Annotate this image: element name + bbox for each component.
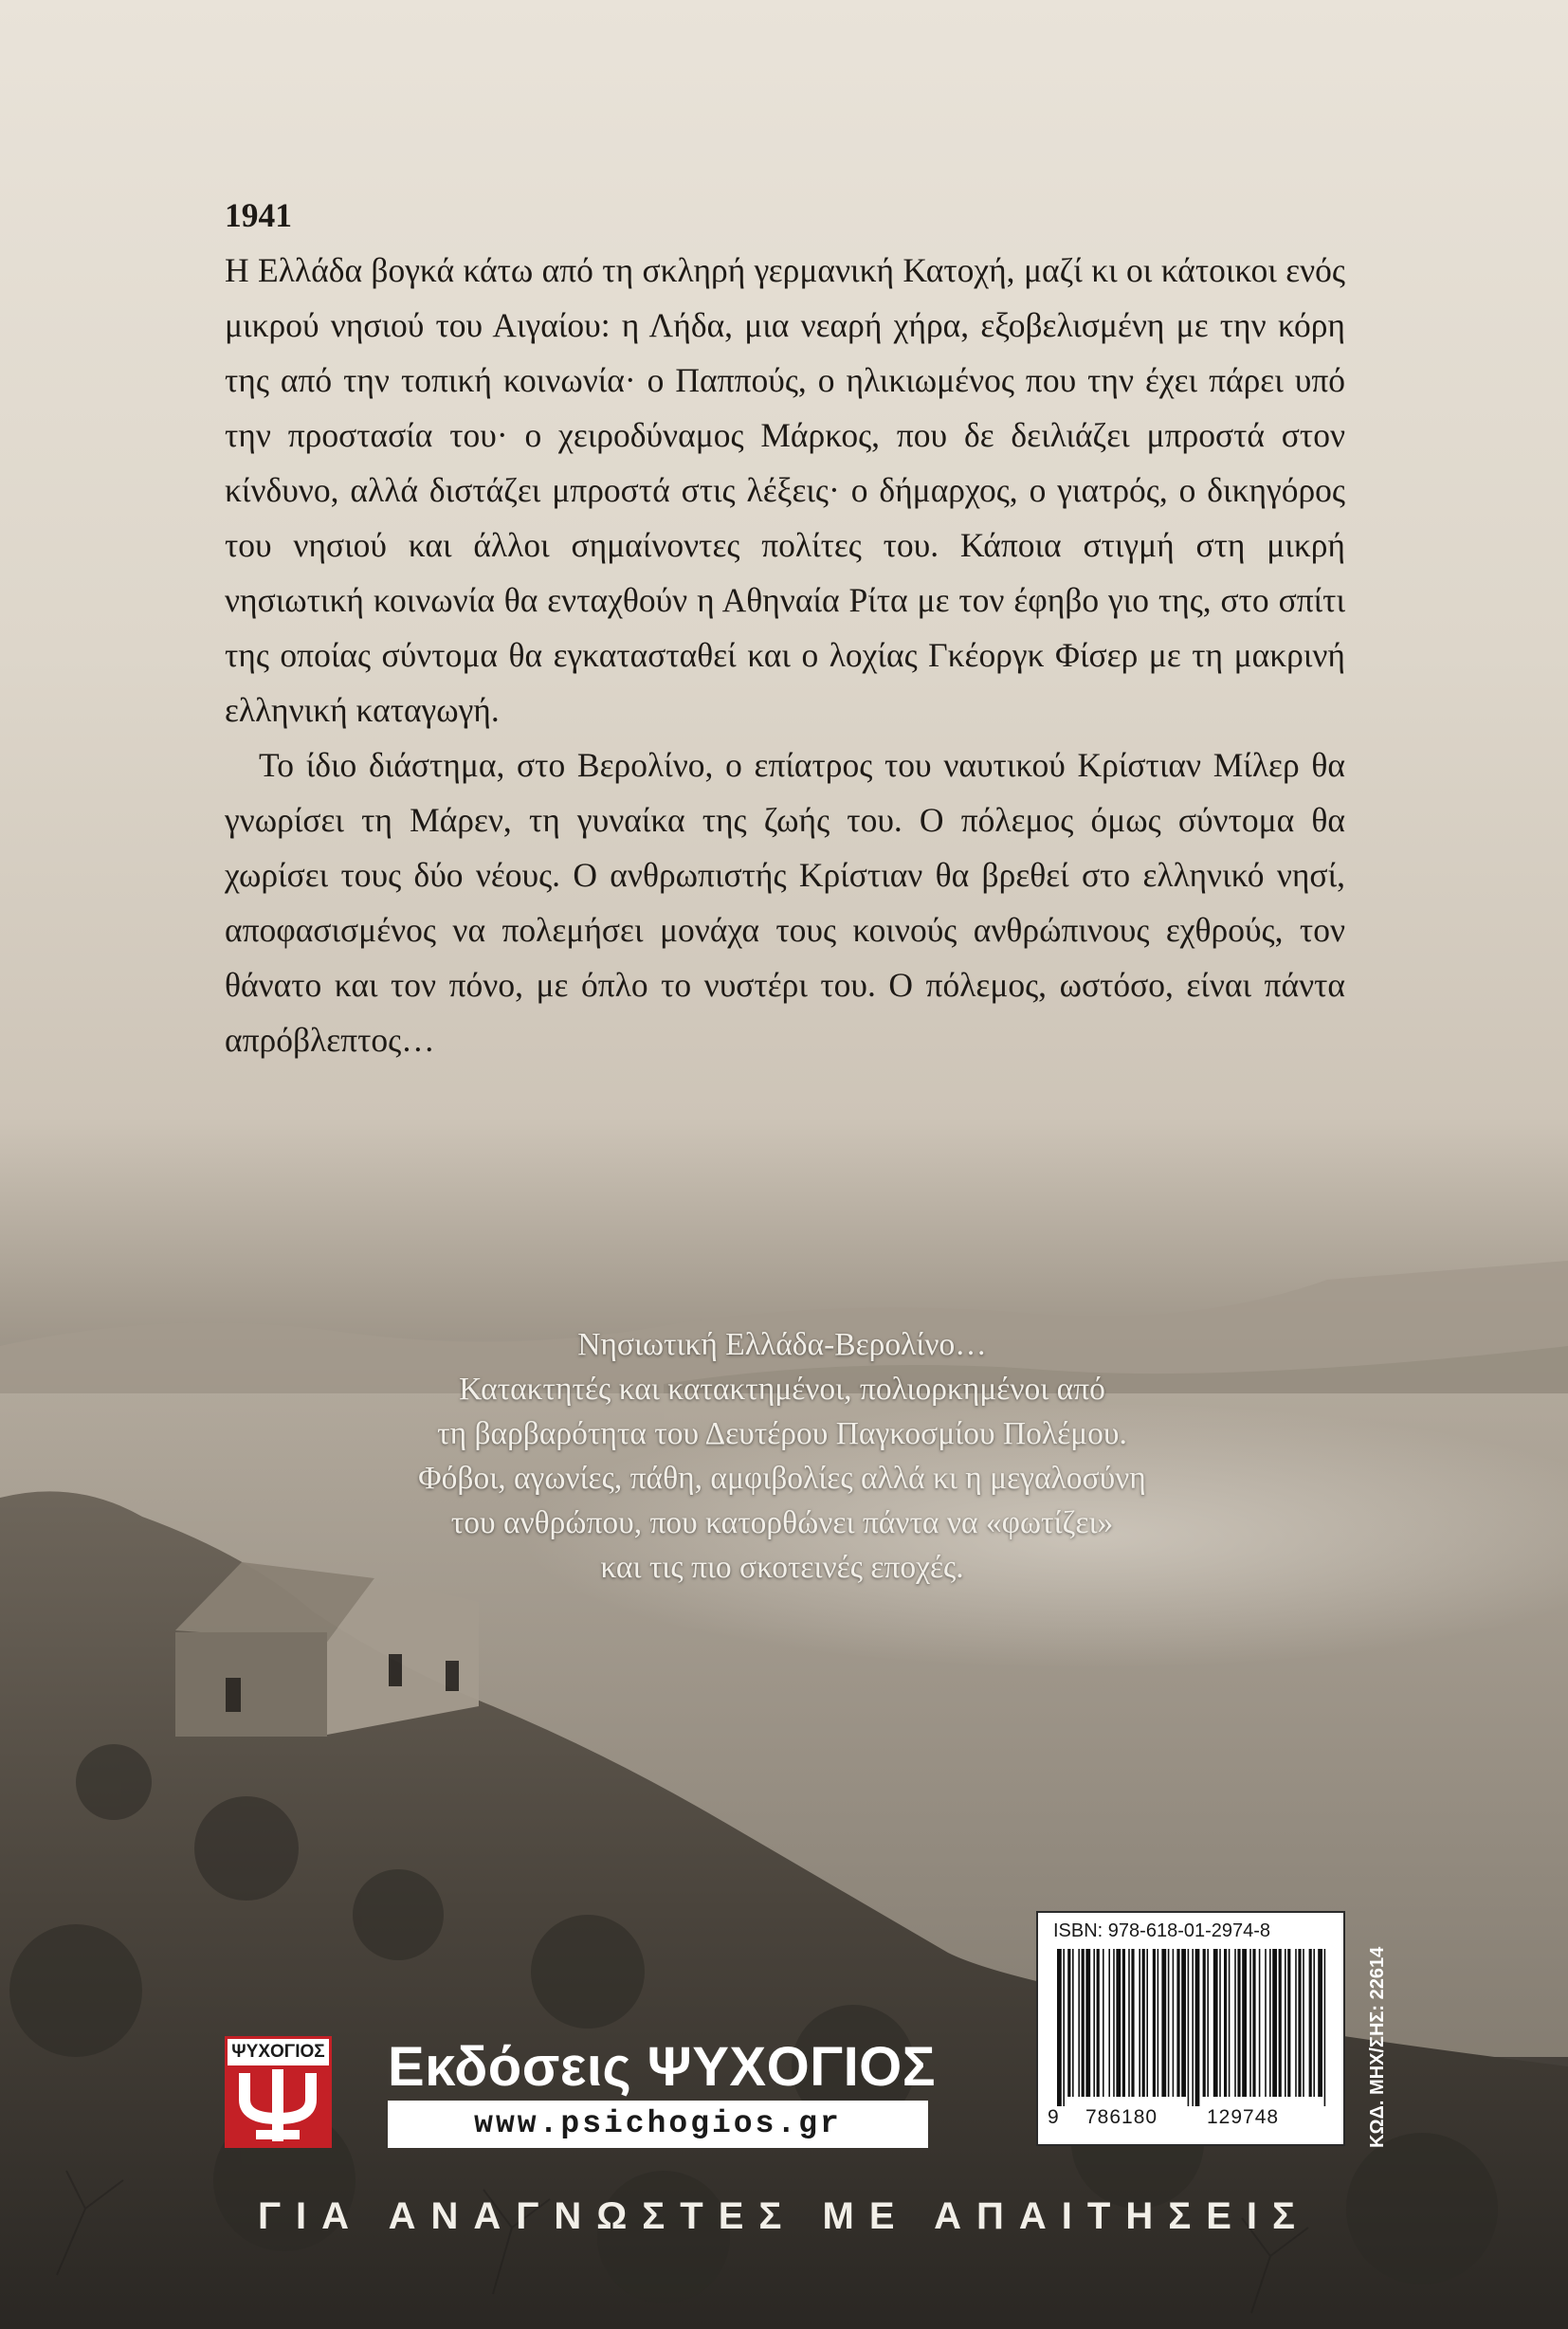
barcode-bar [1303, 1949, 1304, 2097]
barcode-bar [1158, 1949, 1159, 2097]
barcode-bar [1295, 1949, 1297, 2097]
barcode-bar [1168, 1949, 1170, 2097]
barcode-bar [1122, 1949, 1125, 2097]
barcode-bar [1078, 1949, 1080, 2097]
blurb-paragraph-2: Το ίδιο διάστημα, στο Βερολίνο, ο επίατρος του ναυτικού Κρίστιαν Μίλερ θα γνωρίσει τη Μάρεν, τη γυναίκα της ζωής του. Ο πόλεμος όμως σύντομα θα χωρίσει τους δύο νέους. Ο ανθρωπιστής Κρίστιαν θα βρεθεί στο ελληνικό νησί, αποφασισμένος να πολεμήσει μονάχα τους κοινούς ανθρώπινους εχθρούς, τον θάνατο και τον πόνο, με όπλο το νυστέρι του. Ο πόλεμος, ωστόσο, είναι πάντα απρόβλεπτος… [225, 746, 1345, 1059]
barcode-bar [1265, 1949, 1267, 2097]
publisher-logo [225, 2036, 332, 2148]
barcode-bar [1237, 1949, 1240, 2097]
barcode-bar [1195, 1949, 1200, 2106]
barcode-bar [1213, 1949, 1218, 2097]
barcode-bar [1139, 1949, 1140, 2097]
barcode-bar [1192, 1949, 1194, 2106]
barcode-bar [1067, 1949, 1070, 2097]
barcode-bar [1085, 1949, 1090, 2097]
barcode-bar [1207, 1949, 1209, 2097]
barcode-bar [1324, 1949, 1326, 2106]
barcode-bar [1108, 1949, 1110, 2097]
barcode-bar [1176, 1949, 1179, 2097]
barcode-bar [1072, 1949, 1074, 2097]
publisher-website: www.psichogios.gr [388, 2101, 928, 2148]
barcode-bar [1113, 1949, 1115, 2097]
barcode-bar [1063, 1949, 1065, 2106]
barcode-bar [1173, 1949, 1175, 2097]
barcode-bar [1153, 1949, 1156, 2097]
barcode-bar [1285, 1949, 1286, 2097]
barcode-bar [1131, 1949, 1134, 2097]
isbn-barcode-box [1036, 1911, 1345, 2146]
barcode-bar [1229, 1949, 1231, 2097]
barcode-bar [1279, 1949, 1282, 2097]
barcode-bar [1146, 1949, 1148, 2097]
tagline-line: και τις πιο σκοτεινές εποχές. [600, 1550, 964, 1585]
barcode-bar [1219, 1949, 1221, 2097]
barcode-bar [1242, 1949, 1247, 2097]
psi-logo-icon [228, 2065, 329, 2145]
barcode-bar [1103, 1949, 1104, 2097]
isbn-digits-left: 786180 [1085, 2106, 1158, 2128]
barcode-bar [1259, 1949, 1261, 2097]
barcode-bar [1234, 1949, 1236, 2097]
back-cover-blurb [225, 188, 1345, 1067]
barcode-bar [1161, 1949, 1166, 2097]
barcode-bar [1272, 1949, 1277, 2097]
barcode-bar [1313, 1949, 1315, 2097]
tagline [284, 1322, 1280, 1590]
barcode-bar [1252, 1949, 1255, 2097]
publisher-logo-text: ΨΥΧΟΓΙΟΣ [228, 2039, 329, 2065]
isbn-digit-first: 9 [1048, 2106, 1059, 2128]
isbn-label: ISBN: 978-618-01-2974-8 [1053, 1920, 1271, 1941]
tagline-line: Φόβοι, αγωνίες, πάθη, αμφιβολίες αλλά κι η μεγαλοσύνη [418, 1461, 1146, 1496]
barcode-bar [1082, 1949, 1085, 2097]
publisher-name: Εκδόσεις ΨΥΧΟΓΙΟΣ [388, 2036, 937, 2098]
isbn-digits-right: 129748 [1207, 2106, 1280, 2128]
barcode-bar [1116, 1949, 1121, 2097]
publisher-motto: ΓΙΑ ΑΝΑΓΝΩΣΤΕΣ ΜΕ ΑΠΑΙΤΗΣΕΙΣ [257, 2195, 1311, 2237]
barcode-bar [1057, 1949, 1062, 2106]
tagline-line: Νησιωτική Ελλάδα-Βερολίνο… [577, 1327, 987, 1362]
barcode-bar [1309, 1949, 1312, 2097]
barcode-bar [1224, 1949, 1227, 2097]
blurb-year: 1941 [225, 196, 292, 234]
barcode-bar [1287, 1949, 1290, 2097]
barcode-bar [1181, 1949, 1186, 2097]
barcode-bar [1249, 1949, 1251, 2097]
tagline-line: τη βαρβαρότητα του Δευτέρου Παγκοσμίου Πολέμου. [437, 1416, 1127, 1451]
barcode-bar [1298, 1949, 1301, 2097]
machine-code: ΚΩΔ. ΜΗΧ/ΣΗΣ: 22614 [1367, 1946, 1388, 2148]
barcode-bar [1203, 1949, 1206, 2097]
barcode-bar [1318, 1949, 1322, 2097]
blurb-paragraph-1: Η Ελλάδα βογκά κάτω από τη σκληρή γερμανική Κατοχή, μαζί κι οι κάτοικοι ενός μικρού νησιού του Αιγαίου: η Λήδα, μια νεαρή χήρα, εξοβελισμένη με την κόρη της από την τοπική κοινωνία· ο Παππούς, ο ηλικιωμένος που την έχει πάρει υπό την προστασία του· ο χειροδύναμος Μάρκος, που δε δειλιάζει μπροστά στον κίνδυνο, αλλά διστάζει μπροστά στις λέξεις· ο δήμαρχος, ο γιατρός, ο δικηγόρος του νησιού και άλλοι σημαίνοντες πολίτες του. Κάποια στιγμή στη μικρή νησιωτική κοινωνία θα ενταχθούν η Αθηναία Ρίτα με τον έφηβο γιο της, στο σπίτι της οποίας σύντομα θα εγκατασταθεί και ο λοχίας Γκέοργκ Φίσερ με τη μακρινή ελληνική καταγωγή. [225, 251, 1345, 729]
barcode-bar [1142, 1949, 1145, 2097]
barcode-bar [1269, 1949, 1271, 2097]
barcode-bar [1188, 1949, 1190, 2106]
barcode-bar [1128, 1949, 1130, 2097]
barcode-bar [1093, 1949, 1095, 2097]
tagline-line: Κατακτητές και κατακτημένοι, πολιορκημένοι από [459, 1372, 1105, 1407]
tagline-line: του ανθρώπου, που κατορθώνει πάντα να «φωτίζει» [450, 1505, 1114, 1540]
barcode-bar [1097, 1949, 1100, 2097]
barcode [1053, 1949, 1332, 2106]
